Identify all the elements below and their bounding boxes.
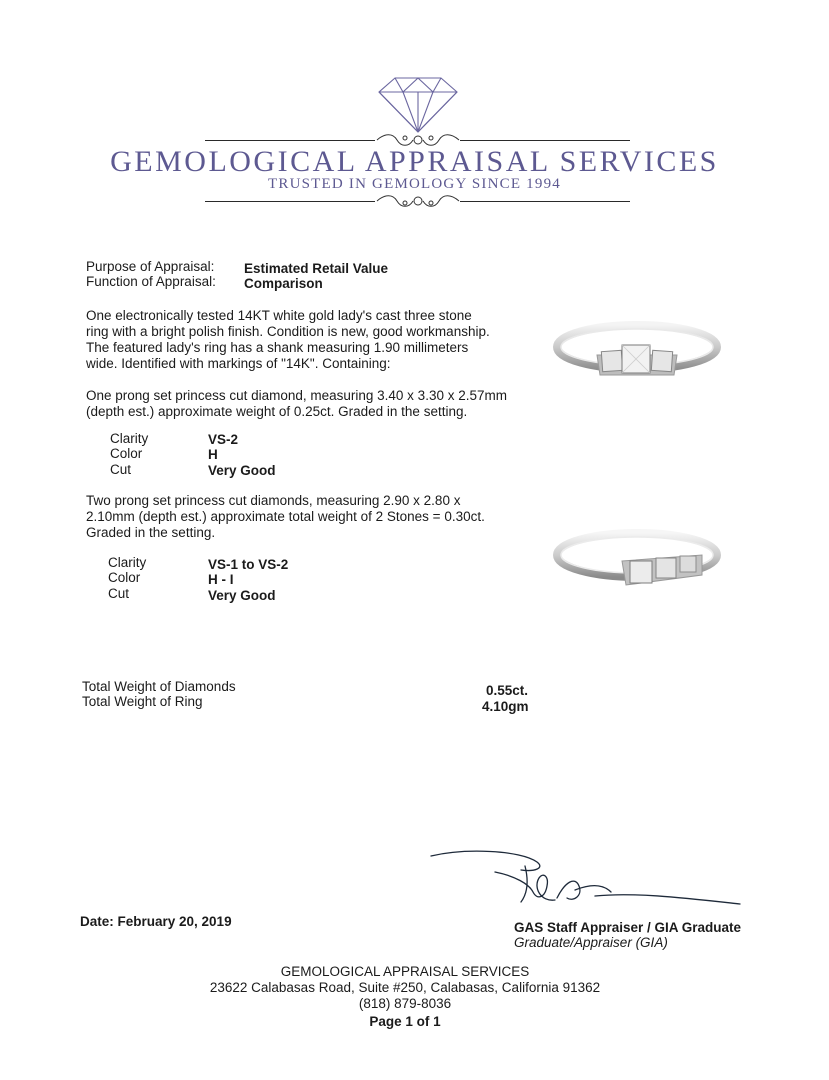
appraiser-signature <box>425 842 745 914</box>
total-diamonds-value: 0.55ct. <box>486 683 529 698</box>
description-line: wide. Identified with markings of "14K". Containing: <box>86 356 391 371</box>
footer-company: GEMOLOGICAL APPRAISAL SERVICES <box>280 964 530 979</box>
clarity-label: Clarity <box>110 431 149 446</box>
footer-phone: (818) 879-8036 <box>358 996 452 1011</box>
function-value: Comparison <box>244 276 323 291</box>
page-number: Page 1 of 1 <box>369 1014 441 1029</box>
center-stone-line: One prong set princess cut diamond, measuring 3.40 x 3.30 x 2.57mm <box>86 388 507 403</box>
description-line: One electronically tested 14KT white gold lady's cast three stone <box>86 308 472 323</box>
color-value: H <box>208 447 218 462</box>
header-rule-bottom-right <box>460 201 630 202</box>
color-label: Color <box>110 446 143 461</box>
cut-value: Very Good <box>208 463 276 478</box>
header-rule-top-left <box>205 140 375 141</box>
clarity-value: VS-1 to VS-2 <box>208 557 289 572</box>
function-label: Function of Appraisal: <box>86 274 216 289</box>
ring-image-front <box>552 315 722 387</box>
side-stones-line: 2.10mm (depth est.) approximate total weight of 2 Stones = 0.30ct. <box>86 509 485 524</box>
appraisal-date: Date: February 20, 2019 <box>80 914 232 929</box>
header-rule-bottom-left <box>205 201 375 202</box>
diamond-outline-icon <box>375 74 461 134</box>
ring-image-side <box>552 525 722 597</box>
scroll-ornament-bottom-icon <box>375 192 461 210</box>
center-stone-line: (depth est.) approximate weight of 0.25ct. Graded in the setting. <box>86 404 468 419</box>
description-line: The featured lady's ring has a shank measuring 1.90 millimeters <box>86 340 469 355</box>
cut-label: Cut <box>110 462 132 477</box>
total-diamonds-label: Total Weight of Diamonds <box>82 679 236 694</box>
header-rule-top-right <box>460 140 630 141</box>
color-label: Color <box>108 570 141 585</box>
color-value: H - I <box>208 572 234 587</box>
clarity-value: VS-2 <box>208 432 239 447</box>
appraiser-subtitle: Graduate/Appraiser (GIA) <box>514 935 668 950</box>
company-logo-title: GEMOLOGICAL APPRAISAL SERVICES <box>110 145 719 178</box>
side-stones-line: Two prong set princess cut diamonds, measuring 2.90 x 2.80 x <box>86 493 461 508</box>
purpose-label: Purpose of Appraisal: <box>86 259 215 274</box>
clarity-label: Clarity <box>108 555 147 570</box>
total-ring-label: Total Weight of Ring <box>82 694 203 709</box>
cut-label: Cut <box>108 586 130 601</box>
footer-address: 23622 Calabasas Road, Suite #250, Calabasas, California 91362 <box>209 980 601 995</box>
side-stones-line: Graded in the setting. <box>86 525 216 540</box>
description-line: ring with a bright polish finish. Condition is new, good workmanship. <box>86 324 490 339</box>
total-ring-value: 4.10gm <box>482 699 529 714</box>
cut-value: Very Good <box>208 588 276 603</box>
purpose-value: Estimated Retail Value <box>244 261 389 276</box>
appraiser-title: GAS Staff Appraiser / GIA Graduate <box>514 920 742 935</box>
company-tagline: TRUSTED IN GEMOLOGY SINCE 1994 <box>268 176 561 192</box>
